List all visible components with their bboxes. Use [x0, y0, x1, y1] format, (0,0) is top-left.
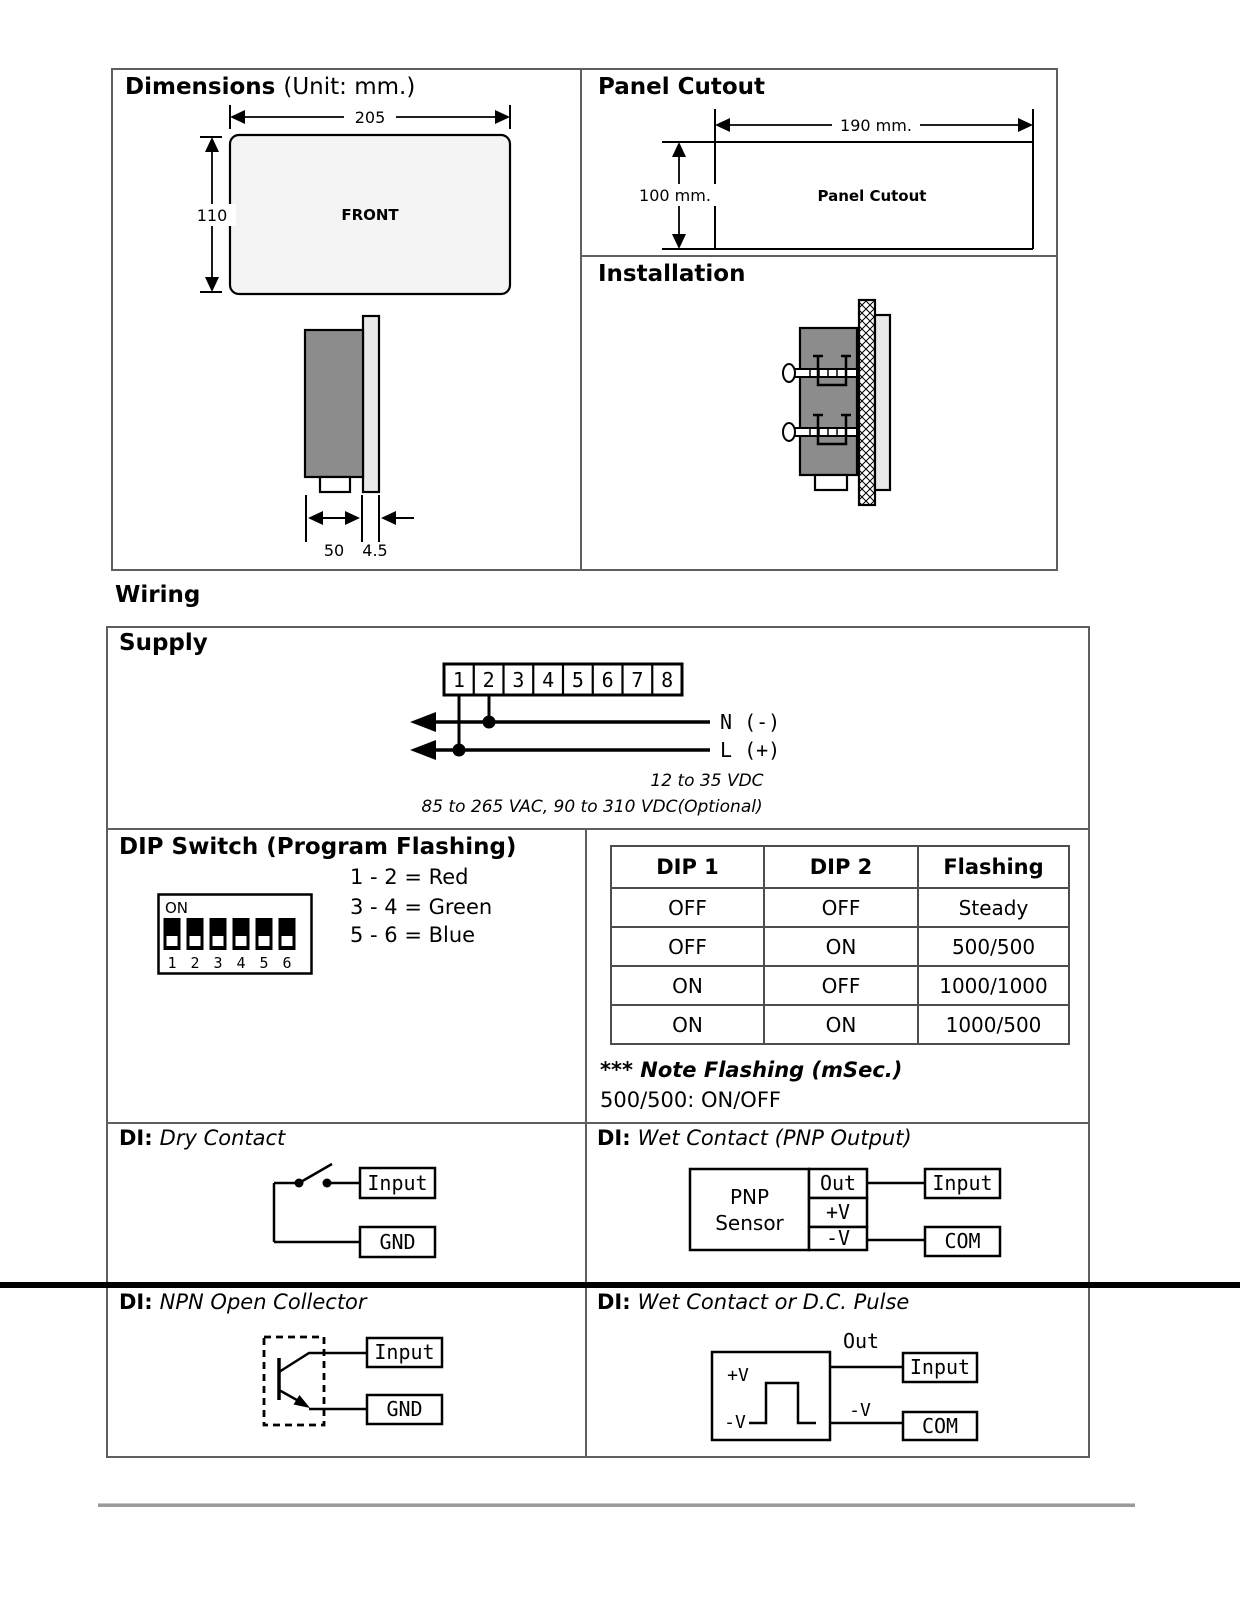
pnp-sensor-label-2: Sensor	[715, 1211, 784, 1235]
terminal-8-label: 8	[661, 668, 674, 692]
npn-emitter-arrow-icon	[294, 1395, 311, 1408]
dip-switch-title: DIP Switch (Program Flashing)	[119, 834, 517, 860]
mounting-panel-hatched	[859, 300, 875, 505]
terminal-4-label: 4	[542, 668, 555, 692]
depth-arrow-left-icon	[308, 511, 323, 525]
pulse-diagram	[712, 1329, 977, 1440]
dimensions-unit-note: (Unit: mm.)	[283, 74, 416, 100]
pnp-input-label: Input	[932, 1171, 993, 1195]
installation-cell	[582, 257, 1056, 569]
panel-cutout-title: Panel Cutout	[598, 74, 766, 100]
dip-number-1: 1	[167, 954, 177, 972]
wet-pnp-diagram	[690, 1169, 1000, 1256]
front-width-label: 205	[354, 108, 386, 127]
bezel-thickness-label: 4.5	[362, 541, 388, 560]
flashing-note-title: *** Note Flashing (mSec.)	[600, 1058, 903, 1082]
terminal-6-label: 6	[601, 668, 614, 692]
dry-gnd-label: GND	[379, 1230, 416, 1254]
panel-cutout-drawing	[582, 70, 1056, 255]
dip-number-6: 6	[282, 954, 292, 972]
dip-table-header-dip1: DIP 1	[611, 846, 764, 888]
cutout-width-arrow-left-icon	[715, 118, 730, 132]
terminal-2-label: 2	[482, 668, 495, 692]
side-view-drawing	[305, 316, 414, 560]
di-prefix: DI:	[597, 1126, 631, 1150]
dip-number-5: 5	[259, 954, 269, 972]
table-cell: Steady	[918, 888, 1069, 927]
cutout-height-arrow-down-icon	[672, 234, 686, 249]
side-connector-tab	[320, 477, 350, 492]
di-name: NPN Open Collector	[159, 1290, 367, 1314]
table-row	[611, 927, 1069, 966]
di-prefix: DI:	[119, 1126, 153, 1150]
di-prefix: DI:	[119, 1290, 153, 1314]
cutout-height-label: 100 mm.	[639, 186, 711, 205]
wiring-section-title: Wiring	[115, 582, 201, 608]
dim-arrow-down-icon	[205, 277, 219, 292]
table-cell: OFF	[764, 888, 918, 927]
pulse-out-label: Out	[842, 1329, 880, 1353]
wiring-row-divider-1	[108, 828, 1088, 830]
table-cell: OFF	[611, 888, 764, 927]
bezel-arrow-left-icon	[381, 511, 396, 525]
cutout-width-arrow-right-icon	[1018, 118, 1033, 132]
dry-contact-diagram	[274, 1164, 435, 1257]
pulse-com-label: COM	[921, 1414, 959, 1438]
cutout-height-arrow-up-icon	[672, 142, 686, 157]
switch-contact-dot	[295, 1179, 304, 1188]
line-label: L (+)	[720, 738, 781, 762]
npn-dashed-box	[264, 1337, 324, 1425]
wiring-section	[106, 626, 1090, 1458]
di-name: Wet Contact or D.C. Pulse	[637, 1290, 910, 1314]
installation-drawing	[582, 257, 1056, 569]
dimensions-title-bold: Dimensions	[125, 74, 276, 100]
pnp-out-label: Out	[819, 1171, 857, 1195]
ac-rating-label: 85 to 265 VAC, 90 to 310 VDC(Optional)	[421, 797, 763, 817]
terminal-7-label: 7	[631, 668, 644, 692]
neutral-wire-arrow-icon	[410, 712, 436, 732]
dip-switch-graphic	[157, 893, 313, 975]
install-connector-tab	[815, 475, 847, 490]
terminal-1-label: 1	[452, 668, 465, 692]
dip-number-4: 4	[236, 954, 246, 972]
footer-rule	[98, 1503, 1135, 1507]
dip-number-3: 3	[213, 954, 223, 972]
pulse-minusv-label: -V	[724, 1412, 746, 1433]
table-row	[611, 888, 1069, 927]
page-break-rule	[0, 1282, 1240, 1288]
switch-contact-dot	[323, 1179, 332, 1188]
front-height-label: 110	[196, 206, 228, 225]
dimensions-cell	[113, 70, 580, 569]
dip-on-label: ON	[165, 899, 189, 917]
dip-legend-green: 3 - 4 = Green	[350, 895, 493, 919]
table-cell: 500/500	[918, 927, 1069, 966]
table-cell: OFF	[764, 966, 918, 1005]
table-cell: ON	[611, 1005, 764, 1044]
dip-table-header-dip2: DIP 2	[764, 846, 918, 888]
cutout-width-label: 190 mm.	[840, 116, 912, 135]
pnp-com-label: COM	[944, 1229, 981, 1253]
installation-title: Installation	[598, 261, 746, 287]
dry-input-label: Input	[367, 1171, 428, 1195]
pulse-plusv-label: +V	[727, 1365, 749, 1386]
dc-rating-label: 12 to 35 VDC	[650, 771, 764, 791]
dip-table	[610, 845, 1070, 1045]
dimensions-drawing	[113, 70, 580, 569]
table-cell: 1000/500	[918, 1005, 1069, 1044]
pnp-sensor-box	[690, 1169, 809, 1250]
dip-table-header-row	[611, 846, 1069, 888]
line-junction-dot	[453, 744, 466, 757]
depth-label: 50	[323, 541, 345, 560]
pnp-minusv-label: -V	[825, 1226, 851, 1250]
dip-number-2: 2	[190, 954, 200, 972]
di-name: Dry Contact	[159, 1126, 286, 1150]
supply-wires	[422, 695, 710, 750]
table-cell: ON	[611, 966, 764, 1005]
supply-wiring-diagram	[108, 628, 1088, 828]
supply-title: Supply	[119, 630, 208, 656]
side-body-rect	[305, 330, 363, 477]
neutral-junction-dot	[483, 716, 496, 729]
line-wire-arrow-icon	[410, 740, 436, 760]
install-bezel-rect	[875, 315, 890, 490]
dim-arrow-left-icon	[230, 110, 245, 124]
pnp-sensor-label-1: PNP	[729, 1185, 770, 1209]
table-cell: ON	[764, 927, 918, 966]
panel-cutout-cell	[582, 70, 1056, 255]
pulse-input-label: Input	[909, 1355, 971, 1379]
npn-diagram	[264, 1337, 442, 1425]
table-cell: OFF	[611, 927, 764, 966]
dim-arrow-up-icon	[205, 137, 219, 152]
install-body-rect	[800, 328, 857, 475]
di-name: Wet Contact (PNP Output)	[637, 1126, 912, 1150]
npn-input-label: Input	[374, 1340, 435, 1364]
npn-gnd-label: GND	[386, 1397, 423, 1421]
terminal-5-label: 5	[571, 668, 584, 692]
di-row2-diagrams	[108, 1285, 1088, 1456]
dip-legend-blue: 5 - 6 = Blue	[350, 923, 476, 947]
side-bezel-rect	[363, 316, 379, 492]
dip-legend-red: 1 - 2 = Red	[350, 865, 469, 889]
table-cell: 1000/1000	[918, 966, 1069, 1005]
terminal-strip	[444, 664, 682, 695]
front-label: FRONT	[341, 206, 399, 224]
table-row	[611, 1005, 1069, 1044]
flashing-note-body: 500/500: ON/OFF	[600, 1088, 781, 1112]
neutral-label: N (-)	[720, 710, 781, 734]
pulse-wire-minusv-label: -V	[849, 1400, 871, 1421]
cutout-area-label: Panel Cutout	[817, 187, 927, 205]
di-prefix: DI:	[597, 1290, 631, 1314]
dimensions-panel-section	[111, 68, 1058, 571]
pnp-plusv-label: +V	[825, 1200, 851, 1224]
table-row	[611, 966, 1069, 1005]
dip-table-header-flashing: Flashing	[918, 846, 1069, 888]
di-row1-diagrams	[108, 1122, 1088, 1285]
terminal-3-label: 3	[512, 668, 525, 692]
depth-arrow-right-icon	[345, 511, 360, 525]
dim-arrow-right-icon	[495, 110, 510, 124]
table-cell: ON	[764, 1005, 918, 1044]
